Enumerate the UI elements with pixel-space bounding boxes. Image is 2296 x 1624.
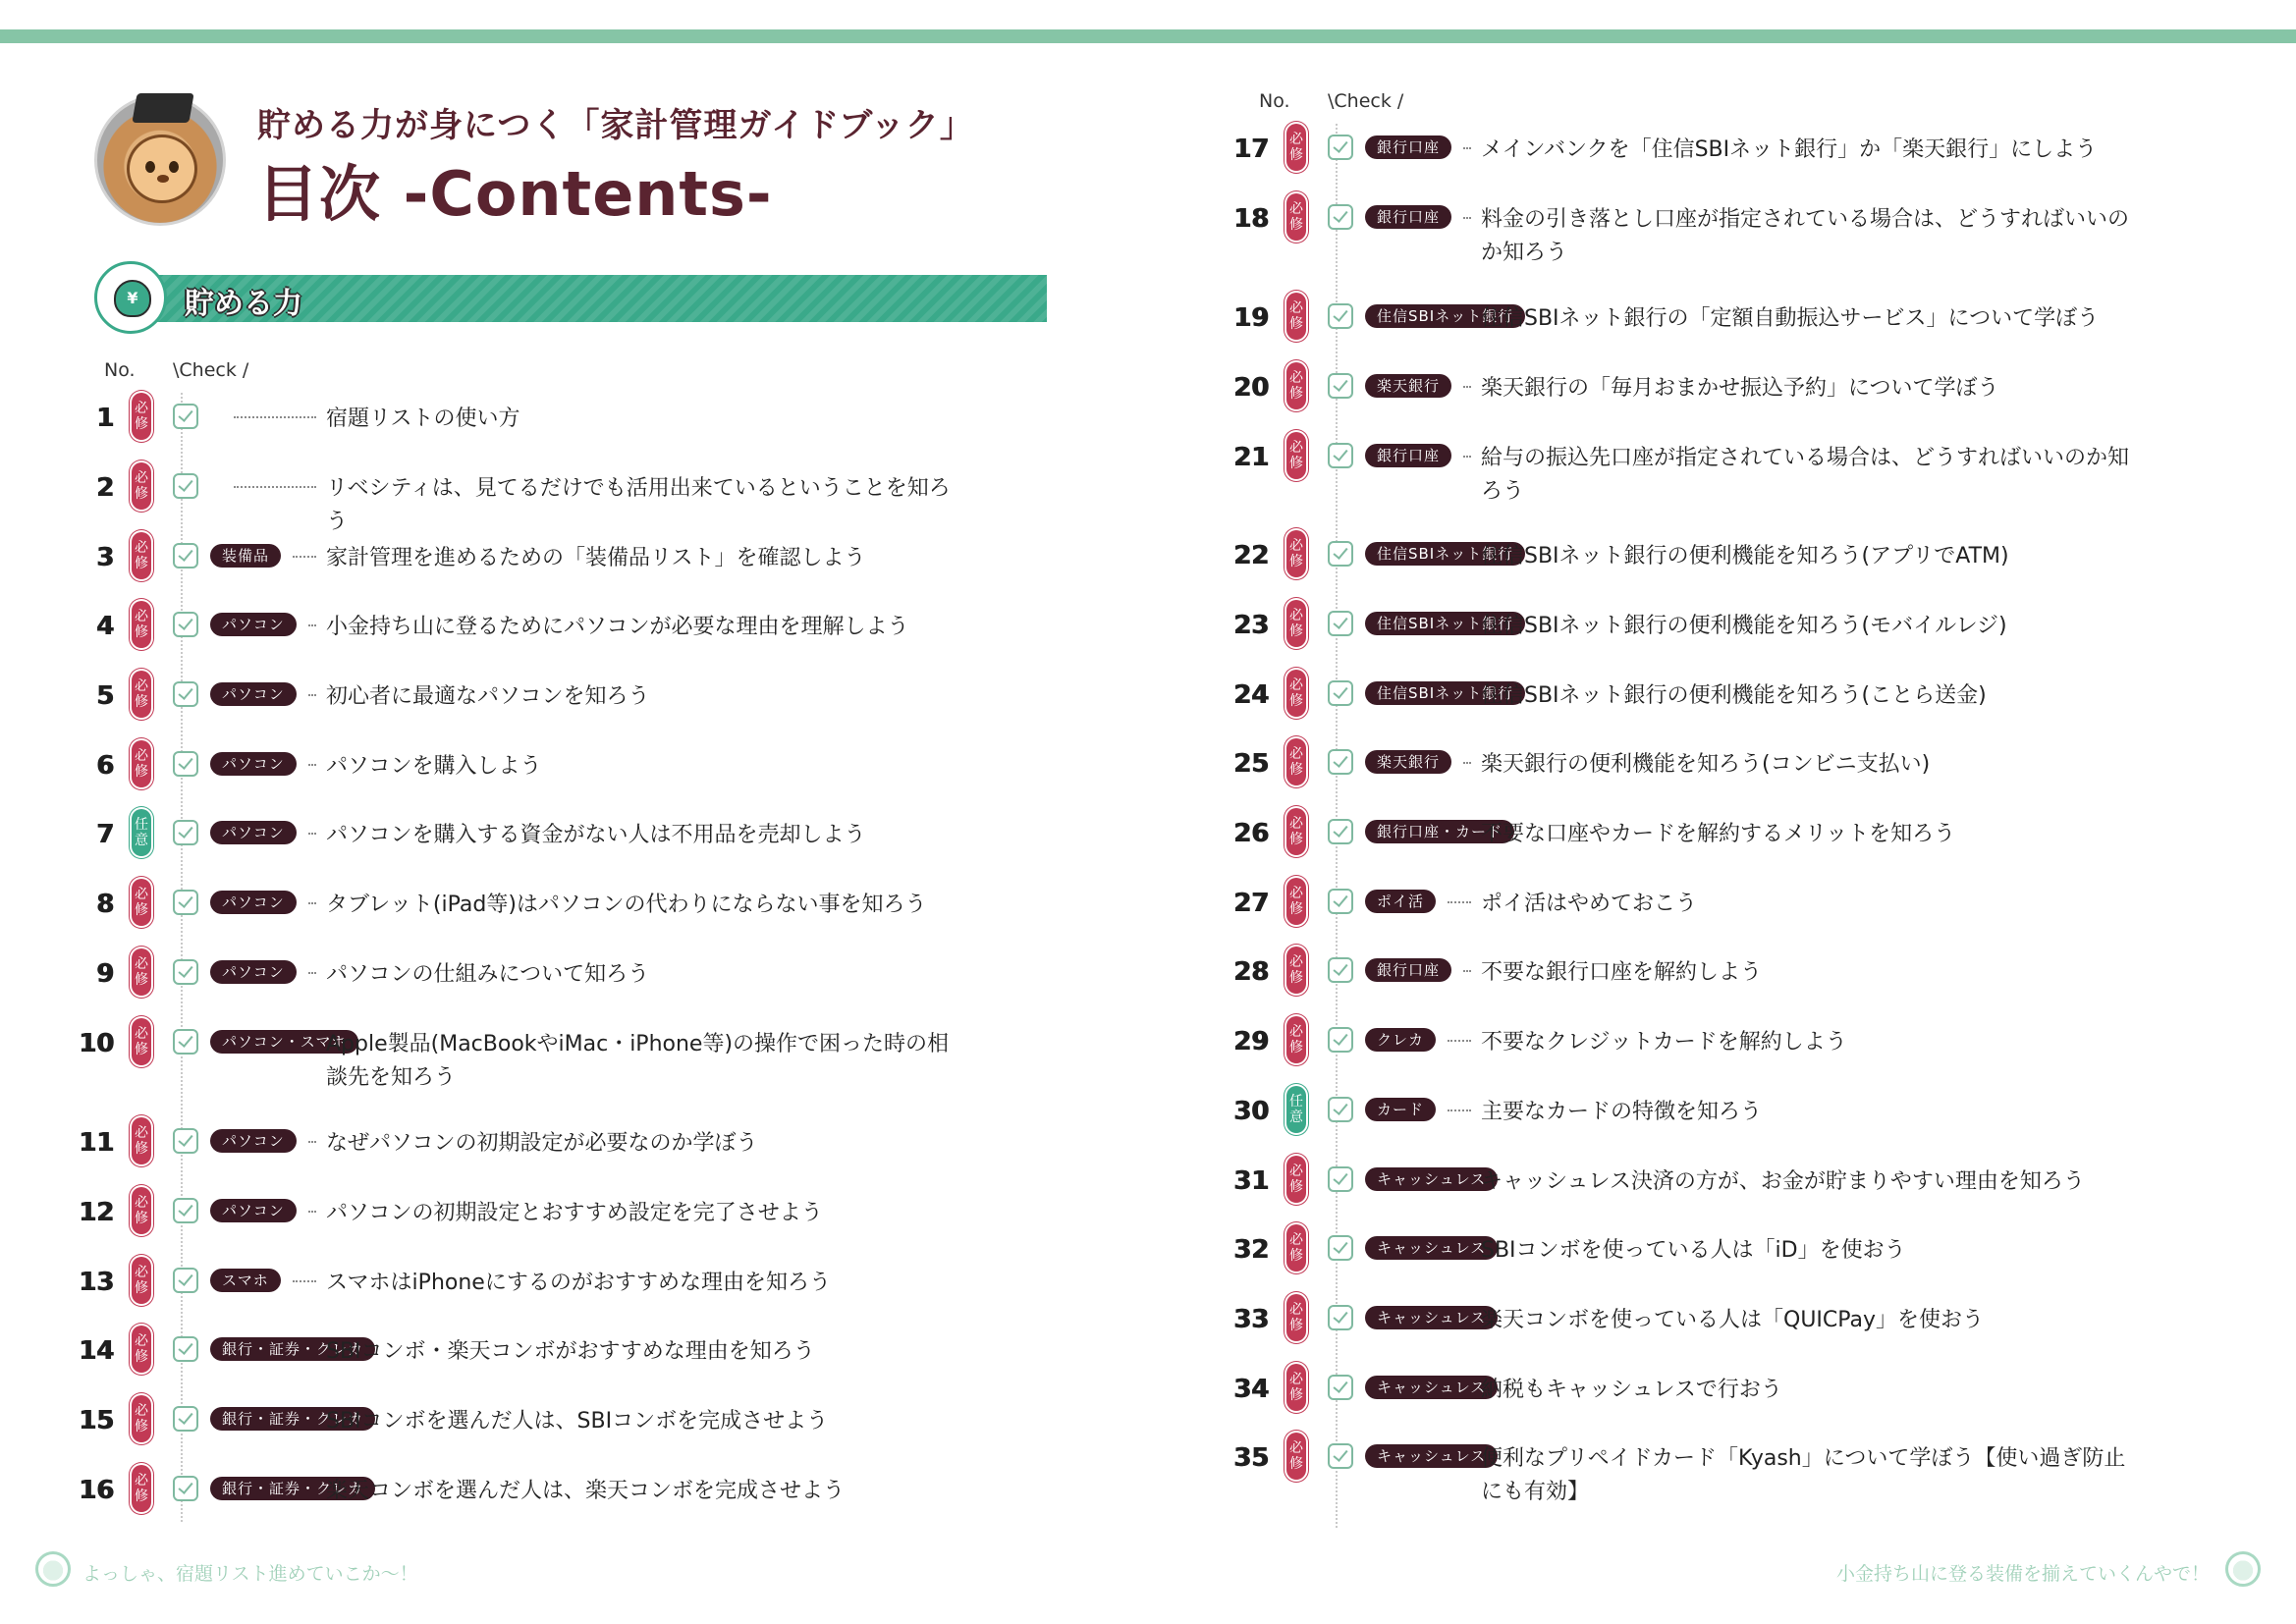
- check-box[interactable]: [173, 473, 198, 499]
- item-number: 15: [78, 1406, 114, 1435]
- check-box[interactable]: [1328, 1305, 1353, 1330]
- item-title: 楽天銀行の「毎月おまかせ振込予約」について学ぼう: [1481, 376, 1999, 401]
- required-badge: 必 修: [1285, 668, 1308, 719]
- required-badge: 必 修: [1285, 806, 1308, 857]
- contents-row: [1224, 372, 2225, 431]
- required-badge: 必 修: [130, 669, 153, 720]
- item-number: 9: [95, 959, 114, 989]
- leader-dots: [308, 694, 316, 696]
- check-box[interactable]: [1328, 611, 1353, 636]
- item-number: 11: [78, 1128, 114, 1158]
- item-title: 便利なプリペイドカード「Kyash」について学ぼう【使い過ぎ防止にも有効】: [1481, 1446, 2126, 1504]
- check-box[interactable]: [173, 890, 198, 915]
- required-badge: 必 修: [1285, 1431, 1308, 1482]
- required-badge: 必 修: [130, 1393, 153, 1444]
- category-tag: スマホ: [210, 1269, 281, 1292]
- category-tag: パソコン: [210, 613, 297, 636]
- check-box[interactable]: [1328, 819, 1353, 844]
- check-box[interactable]: [173, 1128, 198, 1154]
- category-tag: カード: [1365, 1098, 1436, 1121]
- item-title: Apple製品(MacBookやiMac・iPhone等)の操作で困った時の相談先を知ろう: [326, 1032, 950, 1090]
- item-title: パソコンの初期設定とおすすめ設定を完了させよう: [326, 1201, 823, 1225]
- contents-row: [1224, 1374, 2225, 1433]
- leader-dots: [1463, 217, 1471, 219]
- check-box[interactable]: [1328, 541, 1353, 567]
- required-badge: 必 修: [1285, 945, 1308, 996]
- mascot-face-icon: [35, 1551, 71, 1587]
- item-title: 楽天コンボを選んだ人は、楽天コンボを完成させよう: [326, 1479, 846, 1503]
- required-badge: 必 修: [1285, 1014, 1308, 1065]
- required-badge: 必 修: [130, 738, 153, 789]
- item-title: 納税もキャッシュレスで行おう: [1481, 1378, 1782, 1402]
- category-tag: 銀行・証券・クレカ: [210, 1407, 375, 1431]
- contents-row: [69, 542, 1051, 601]
- category-tag: パソコン: [210, 752, 297, 776]
- leader-dots: [234, 486, 316, 488]
- item-number: 7: [95, 820, 114, 849]
- item-number: 1: [95, 404, 114, 433]
- check-box[interactable]: [1328, 1235, 1353, 1261]
- item-title: 宿題リストの使い方: [326, 406, 520, 431]
- check-box[interactable]: [173, 543, 198, 568]
- item-number: 5: [95, 681, 114, 711]
- contents-row: [69, 1475, 1051, 1534]
- item-title: タブレット(iPad等)はパソコンの代わりにならない事を知ろう: [326, 893, 927, 917]
- category-tag: 銀行口座: [1365, 205, 1451, 229]
- leader-dots: [1448, 1110, 1471, 1111]
- required-badge: 必 修: [130, 1255, 153, 1306]
- guide-subtitle: 貯める力が身につく「家計管理ガイドブック」: [257, 106, 974, 145]
- category-tag: キャッシュレス: [1365, 1306, 1498, 1329]
- check-box[interactable]: [173, 1476, 198, 1501]
- category-tag: 住信SBIネット銀行: [1365, 304, 1525, 328]
- contents-row: [69, 1267, 1051, 1326]
- item-title: リベシティは、見てるだけでも活用出来ているということを知ろう: [326, 476, 951, 534]
- category-tag: パソコン: [210, 960, 297, 984]
- contents-row: [69, 750, 1051, 809]
- contents-row: [69, 1026, 1051, 1090]
- category-tag: パソコン: [210, 1129, 297, 1153]
- contents-row: [69, 889, 1051, 947]
- item-number: 17: [1232, 135, 1269, 164]
- contents-row: [69, 958, 1051, 1017]
- leader-dots: [1463, 970, 1471, 972]
- contents-row: [1224, 818, 2225, 877]
- contents-row: [69, 1197, 1051, 1256]
- check-box[interactable]: [173, 1336, 198, 1362]
- item-title: スマホはiPhoneにするのがおすすめな理由を知ろう: [326, 1271, 832, 1295]
- item-number: 8: [95, 890, 114, 919]
- required-badge: 必 修: [130, 460, 153, 512]
- check-box[interactable]: [1328, 303, 1353, 329]
- item-title: 楽天銀行の便利機能を知ろう(コンビニ支払い): [1481, 752, 1931, 777]
- item-number: 35: [1232, 1443, 1269, 1473]
- contents-row: [1224, 302, 2225, 361]
- category-tag: 銀行・証券・クレカ: [210, 1477, 375, 1500]
- contents-row: [1224, 540, 2225, 599]
- item-title: ポイ活はやめておこう: [1481, 892, 1698, 916]
- item-number: 6: [95, 751, 114, 781]
- item-title: パソコンを購入しよう: [326, 754, 542, 779]
- item-title: 楽天コンボを使っている人は「QUICPay」を使おう: [1481, 1308, 1985, 1332]
- category-tag: クレカ: [1365, 1028, 1436, 1052]
- item-title: SBIコンボを使っている人は「iD」を使おう: [1481, 1238, 1906, 1263]
- optional-badge: 任 意: [1285, 1084, 1308, 1135]
- contents-row: [69, 611, 1051, 670]
- required-badge: 必 修: [1285, 360, 1308, 411]
- category-tag: キャッシュレス: [1365, 1376, 1498, 1399]
- item-title: 住信SBIネット銀行の便利機能を知ろう(ことら送金): [1481, 683, 1987, 708]
- leader-dots: [1448, 901, 1471, 903]
- item-title: 家計管理を進めるための「装備品リスト」を確認しよう: [326, 546, 866, 570]
- category-tag: 銀行口座: [1365, 135, 1451, 159]
- coin-purse-icon: [94, 261, 167, 334]
- required-badge: 必 修: [1285, 736, 1308, 787]
- item-number: 32: [1232, 1235, 1269, 1265]
- contents-row: [1224, 1304, 2225, 1363]
- column-header-no: No.: [1259, 90, 1290, 112]
- item-title: パソコンを購入する資金がない人は不用品を売却しよう: [326, 823, 866, 847]
- item-number: 29: [1232, 1027, 1269, 1056]
- required-badge: 必 修: [1285, 1362, 1308, 1413]
- check-box[interactable]: [173, 820, 198, 845]
- check-box[interactable]: [173, 1198, 198, 1223]
- yen-glyph: ¥: [114, 280, 151, 317]
- category-tag: パソコン: [210, 682, 297, 706]
- column-header-check: \Check /: [1328, 90, 1404, 112]
- check-box[interactable]: [173, 1268, 198, 1293]
- check-box[interactable]: [173, 1029, 198, 1055]
- item-title: キャッシュレス決済の方が、お金が貯まりやすい理由を知ろう: [1481, 1169, 2085, 1194]
- check-box[interactable]: [173, 959, 198, 985]
- item-number: 31: [1232, 1166, 1269, 1196]
- category-tag: パソコン: [210, 891, 297, 914]
- contents-row: [1224, 679, 2225, 738]
- item-number: 3: [95, 543, 114, 572]
- contents-row: [1224, 1026, 2225, 1085]
- contents-row: [1224, 201, 2225, 265]
- category-tag: 楽天銀行: [1365, 374, 1451, 398]
- required-badge: 必 修: [1285, 598, 1308, 649]
- item-title: SBIコンボを選んだ人は、SBIコンボを完成させよう: [326, 1409, 829, 1434]
- required-badge: 必 修: [1285, 291, 1308, 342]
- item-number: 20: [1232, 373, 1269, 403]
- category-tag: 住信SBIネット銀行: [1365, 612, 1525, 635]
- leader-dots: [293, 556, 316, 558]
- category-tag: 住信SBIネット銀行: [1365, 542, 1525, 566]
- item-title: 不要な口座やカードを解約するメリットを知ろう: [1481, 822, 1956, 846]
- footer-left-note: よっしゃ、宿題リスト進めていこか〜！: [82, 1563, 418, 1585]
- contents-row: [1224, 1440, 2225, 1504]
- item-number: 12: [78, 1198, 114, 1227]
- item-number: 18: [1232, 204, 1269, 234]
- item-title: 小金持ち山に登るためにパソコンが必要な理由を理解しよう: [326, 615, 909, 639]
- lion-mascot-avatar: [94, 94, 226, 226]
- item-number: 2: [95, 473, 114, 503]
- item-number: 27: [1232, 889, 1269, 918]
- leader-dots: [308, 833, 316, 835]
- required-badge: 必 修: [130, 1115, 153, 1166]
- item-number: 4: [95, 612, 114, 641]
- category-tag: キャッシュレス: [1365, 1444, 1498, 1468]
- item-number: 24: [1232, 680, 1269, 710]
- category-tag: 楽天銀行: [1365, 750, 1451, 774]
- leader-dots: [293, 1280, 316, 1282]
- item-number: 25: [1232, 749, 1269, 779]
- category-tag: キャッシュレス: [1365, 1167, 1498, 1191]
- item-title: 住信SBIネット銀行の「定額自動振込サービス」について学ぼう: [1481, 306, 2100, 331]
- required-badge: 必 修: [1285, 122, 1308, 173]
- required-badge: 必 修: [1285, 1222, 1308, 1273]
- item-title: メインバンクを「住信SBIネット銀行」か「楽天銀行」にしよう: [1481, 137, 2098, 162]
- leader-dots: [1463, 147, 1471, 149]
- check-box[interactable]: [1328, 373, 1353, 399]
- check-box[interactable]: [1328, 749, 1353, 775]
- leader-dots: [308, 1211, 316, 1213]
- contents-row: [1224, 888, 2225, 947]
- page-title: 目次 -Contents-: [257, 158, 773, 230]
- leader-dots: [1448, 1040, 1471, 1042]
- leader-dots: [1463, 386, 1471, 388]
- item-title: 初心者に最適なパソコンを知ろう: [326, 684, 650, 709]
- category-tag: キャッシュレス: [1365, 1236, 1498, 1260]
- required-badge: 必 修: [1285, 876, 1308, 927]
- check-box[interactable]: [173, 612, 198, 637]
- category-tag: 銀行・証券・クレカ: [210, 1337, 375, 1361]
- item-number: 21: [1232, 443, 1269, 472]
- item-title: 主要なカードの特徴を知ろう: [1481, 1100, 1763, 1124]
- check-box[interactable]: [1328, 1097, 1353, 1122]
- leader-dots: [1463, 762, 1471, 764]
- leader-dots: [234, 416, 316, 418]
- check-box[interactable]: [1328, 889, 1353, 914]
- required-badge: 必 修: [130, 530, 153, 581]
- required-badge: 必 修: [130, 1185, 153, 1236]
- item-title: SBIコンボ・楽天コンボがおすすめな理由を知ろう: [326, 1339, 815, 1364]
- category-tag: 装備品: [210, 544, 281, 568]
- item-number: 16: [78, 1476, 114, 1505]
- check-box[interactable]: [1328, 957, 1353, 983]
- column-header-no: No.: [104, 359, 136, 381]
- item-title: 住信SBIネット銀行の便利機能を知ろう(モバイルレジ): [1481, 614, 2007, 638]
- contents-row: [69, 1405, 1051, 1464]
- footer-right-note: 小金持ち山に登る装備を揃えていくんやで！: [1835, 1563, 2210, 1585]
- check-box[interactable]: [173, 751, 198, 777]
- category-tag: パソコン: [210, 821, 297, 844]
- top-accent-bar: [0, 29, 2296, 43]
- mascot-face-icon: [2225, 1551, 2261, 1587]
- item-number: 22: [1232, 541, 1269, 570]
- required-badge: 必 修: [130, 1016, 153, 1067]
- contents-row: [1224, 1096, 2225, 1155]
- item-number: 23: [1232, 611, 1269, 640]
- required-badge: 必 修: [1285, 1292, 1308, 1343]
- item-title: パソコンの仕組みについて知ろう: [326, 962, 650, 987]
- required-badge: 必 修: [130, 947, 153, 998]
- check-box[interactable]: [173, 681, 198, 707]
- column-header-check: \Check /: [173, 359, 249, 381]
- contents-row: [1224, 748, 2225, 807]
- item-title: 不要なクレジットカードを解約しよう: [1481, 1030, 1847, 1055]
- item-number: 19: [1232, 303, 1269, 333]
- leader-dots: [308, 764, 316, 766]
- leader-dots: [308, 972, 316, 974]
- item-title: なぜパソコンの初期設定が必要なのか学ぼう: [326, 1131, 758, 1156]
- required-badge: 必 修: [1285, 1154, 1308, 1205]
- contents-row: [1224, 440, 2225, 504]
- check-box[interactable]: [1328, 135, 1353, 160]
- section-title: 貯める力: [185, 287, 302, 321]
- check-box[interactable]: [1328, 1027, 1353, 1053]
- category-tag: 銀行口座: [1365, 958, 1451, 982]
- check-box[interactable]: [173, 1406, 198, 1432]
- category-tag: パソコン: [210, 1199, 297, 1222]
- item-title: 料金の引き落とし口座が指定されている場合は、どうすればいいのか知ろう: [1481, 207, 2130, 265]
- category-tag: 銀行口座: [1365, 444, 1451, 467]
- contents-row: [69, 819, 1051, 878]
- leader-dots: [1463, 456, 1471, 458]
- contents-row: [69, 403, 1051, 461]
- check-box[interactable]: [1328, 680, 1353, 706]
- required-badge: 必 修: [130, 1463, 153, 1514]
- required-badge: 必 修: [1285, 430, 1308, 481]
- check-box[interactable]: [1328, 204, 1353, 230]
- contents-row: [1224, 1234, 2225, 1293]
- item-number: 28: [1232, 957, 1269, 987]
- check-box[interactable]: [1328, 443, 1353, 468]
- check-box[interactable]: [1328, 1443, 1353, 1469]
- contents-row: [1224, 610, 2225, 669]
- check-box[interactable]: [1328, 1375, 1353, 1400]
- contents-row: [69, 1127, 1051, 1186]
- leader-dots: [308, 624, 316, 626]
- contents-row: [1224, 1165, 2225, 1224]
- item-title: 不要な銀行口座を解約しよう: [1481, 960, 1763, 985]
- contents-row: [69, 1335, 1051, 1394]
- item-number: 30: [1232, 1097, 1269, 1126]
- contents-row: [1224, 956, 2225, 1015]
- required-badge: 必 修: [1285, 191, 1308, 243]
- category-tag: 銀行口座・カード: [1365, 820, 1514, 843]
- item-number: 10: [78, 1029, 114, 1058]
- required-badge: 必 修: [130, 599, 153, 650]
- leader-dots: [308, 902, 316, 904]
- item-number: 26: [1232, 819, 1269, 848]
- category-tag: ポイ活: [1365, 890, 1436, 913]
- item-title: 住信SBIネット銀行の便利機能を知ろう(アプリでATM): [1481, 544, 2009, 568]
- required-badge: 必 修: [1285, 528, 1308, 579]
- check-box[interactable]: [1328, 1166, 1353, 1192]
- item-number: 14: [78, 1336, 114, 1366]
- item-title: 給与の振込先口座が指定されている場合は、どうすればいいのか知ろう: [1481, 446, 2130, 504]
- category-tag: 住信SBIネット銀行: [1365, 681, 1525, 705]
- leader-dots: [308, 1141, 316, 1143]
- contents-row: [69, 680, 1051, 739]
- optional-badge: 任 意: [130, 807, 153, 858]
- category-tag: パソコン・スマホ: [210, 1030, 358, 1054]
- item-number: 34: [1232, 1375, 1269, 1404]
- required-badge: 必 修: [130, 877, 153, 928]
- item-number: 13: [78, 1268, 114, 1297]
- contents-row: [1224, 134, 2225, 192]
- check-box[interactable]: [173, 404, 198, 429]
- required-badge: 必 修: [130, 391, 153, 442]
- required-badge: 必 修: [130, 1324, 153, 1375]
- item-number: 33: [1232, 1305, 1269, 1334]
- contents-row: [69, 470, 1051, 534]
